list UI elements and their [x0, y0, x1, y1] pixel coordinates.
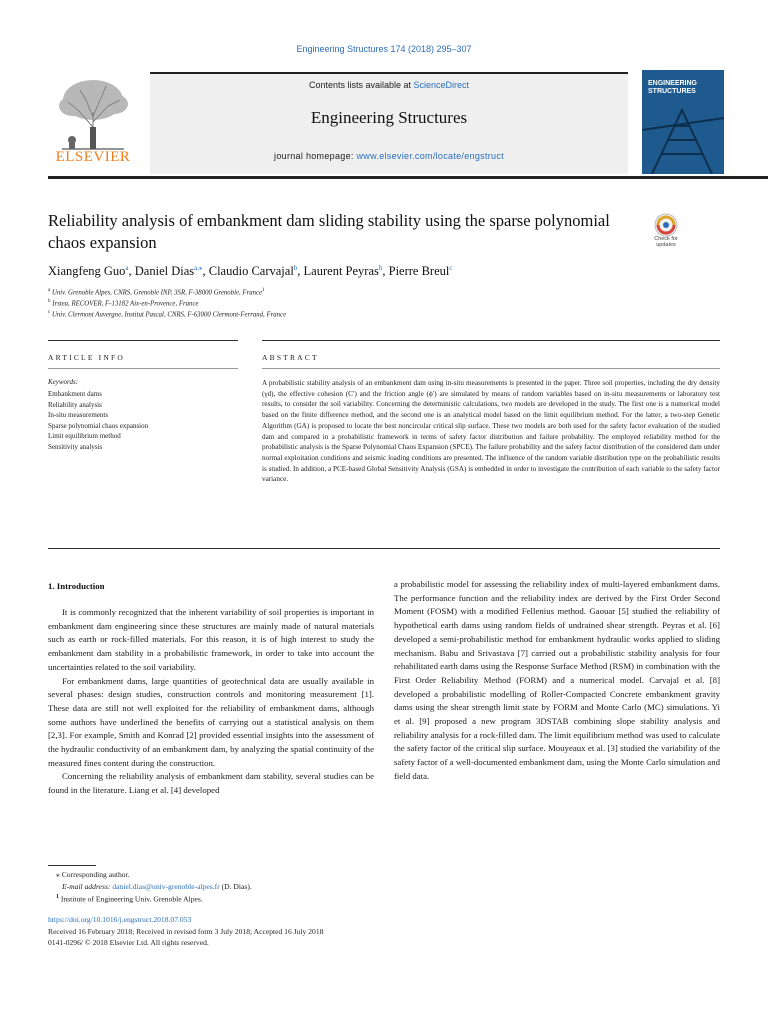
keyword: Sensitivity analysis	[48, 442, 103, 451]
keyword: Limit equilibrium method	[48, 432, 121, 441]
affiliation	[48, 288, 648, 296]
paragraph: Concerning the reliability analysis of embankment dam stability, several studies can be found in the literature. Liang et al. [4] developed	[48, 771, 374, 796]
elsevier-wordmark: ELSEVIER	[55, 149, 131, 165]
keywords-list	[48, 389, 238, 453]
keyword: Sparse polynomial chaos expansion	[48, 421, 149, 430]
contents-prefix: Contents lists available at	[308, 80, 414, 90]
right-column	[394, 578, 720, 784]
sciencedirect-link[interactable]: ScienceDirect	[413, 80, 470, 90]
paragraph: It is commonly recognized that the inherent variability of soil properties is important in embankment dam engineering since these structures are mainly made of natural materials such as earth or rock-filled materials. For this reason, it is of high interest to study the embankment dam stability in a probabilistic framework, in order to take into account the uncertainties related to the soil variability.	[48, 607, 374, 672]
author[interactable]: Daniel Dias	[134, 264, 195, 279]
paragraph: For embankment dams, large quantities of geotechnical data are usually available in several phases: design studies, construction controls and monitoring measurement [1]. These data are still not well exploited for the reliability of embankment dams, although some authors have underlined the benefits of carrying out a statistical analysis on them [2,3]. For example, Smith and Konrad [2] provided essential insights into the assessment of the hydraulic conductivity of an embankment dam, by analyzing the spatial continuity of the measured fines content during the construction.	[48, 675, 374, 768]
article-info-heading: ARTICLE INFO	[48, 353, 125, 362]
note-mark: 1	[56, 894, 59, 900]
abstract-text: A probabilistic stability analysis of an embankment dam using in-situ measurements is presented in the paper. Three soil properties, including the dry density (γd), the effective cohesion (C′) and the friction angle (ϕ′) are simulated by means of random variables based on in-situ measurements or laboratory test results, to consider the soil variability. Concerning the deterministic calculations, two models are developed in the study. The first one is a numerical model based on the finite difference method, and the second one is an analytical model based on the limit equilibrium method. For the latter, a two-step Genetic Algorithm (GA) is proposed to locate the best noncircular critical slip surface. These two models are both used for the safety factor evaluation of the studied dam and compared in a probabilistic framework in terms of safety factor distribution and failure probability. The employed reliability method for the probabilistic analysis is the Sparse Polynomial Chaos Expansion (SPCE). The failure probability and the safety factor distribution of the considered dam under normal exploitation conditions and seismic loading conditions are presented. The influence of the random variable distribution type on the probabilistic results is studied. In addition, a PCE-based Global Sensitivity Analysis (GSA) is embedded in order to investigate the contribution of each variable to the safety factor variance.	[262, 379, 720, 484]
left-column	[48, 606, 374, 798]
author-affil-mark[interactable]: a	[125, 264, 129, 272]
abstract-rule-top	[262, 340, 720, 341]
received-dates: Received 16 February 2018; Received in revised form 3 July 2018; Accepted 16 July 2018	[48, 926, 324, 936]
keyword: Reliability analysis	[48, 400, 102, 409]
author-affil-mark[interactable]: b	[293, 264, 298, 272]
email-note	[48, 881, 388, 893]
contents-line	[150, 80, 628, 90]
affiliation-mark: b	[48, 299, 51, 304]
journal-citation[interactable]: Engineering Structures 174 (2018) 295–307	[296, 44, 472, 54]
author-affil-mark[interactable]: c	[449, 264, 453, 272]
article-info-rule-top	[48, 340, 238, 341]
affiliation-mark: a	[48, 288, 51, 293]
homepage-link[interactable]: www.elsevier.com/locate/engstruct	[356, 151, 504, 161]
paragraph: a probabilistic model for assessing the reliability index of multi-layered embankment dams. The performance function and the reliability index are derived by the First Order Second Moment (FOSM) with a modified Fellenius method. Gaouar [5] studied the reliability of hypothetical earth dams using random fields of undrained shear strength. Peyras et al. [6] developed a semi-probabilistic method for embankment hydraulic works applied to sliding mechanism. Babu and Srivastava [7] carried out a probabilistic stability analysis for four rehabilitated earth dams using the Response Surface Method (RSM) in combination with the First Order Reliability Method (FORM) and a numerical model. Carvajal et al. [8] developed a probabilistic modelling of Roller-Compacted Concrete embankment gravity dams using the shear strength limit state by FORM and Monte Carlo (MC) simulations. Yi et al. [9] proposed a new program 3DSTAB combining slope stability analysis and reliability analysis for a rock-filled dam. The limit equilibrium method was used to calculate the safety factor of the critical slip surface. Mouyeaux et al. [3] studied the variability of the safety factor of a well-documented embankment dam, using the Monte Carlo simulation and field data.	[394, 579, 720, 781]
keywords-label: Keywords:	[48, 378, 79, 386]
section-rule	[48, 548, 720, 549]
institute-note	[48, 892, 388, 905]
affiliation-text: Univ. Clermont Auvergne, Institut Pascal, CNRS, F-63000 Clermont-Ferrand, France	[51, 311, 287, 319]
note-text: Institute of Engineering Univ. Grenoble Alpes.	[59, 894, 203, 904]
footnotes	[48, 869, 388, 905]
author[interactable]: Xiangfeng Guo	[48, 264, 126, 279]
keyword: Embankment dams	[48, 390, 102, 398]
introduction-heading: 1. Introduction	[48, 581, 105, 591]
affiliation	[48, 310, 648, 318]
check-for-updates-label: Check for updates	[654, 236, 678, 249]
author-affil-mark[interactable]: a,⁎	[194, 264, 203, 272]
keyword: In-situ measurements	[48, 411, 109, 420]
affiliation-note-mark: 1	[262, 288, 265, 293]
journal-homepage	[150, 151, 628, 161]
article-title: Reliability analysis of embankment dam sliding stability using the sparse polynomial chaos expansion	[48, 211, 610, 253]
author[interactable]: Laurent Peyras	[303, 264, 379, 279]
header-rule	[48, 176, 768, 179]
article-info-rule	[48, 368, 238, 369]
copyright: 0141-0296/ © 2018 Elsevier Ltd. All rights reserved.	[48, 938, 209, 947]
footnote-rule	[48, 865, 96, 866]
author[interactable]: Pierre Breul	[388, 264, 450, 279]
corresponding-author-note: ⁎ Corresponding author.	[56, 870, 130, 879]
abstract-heading: ABSTRACT	[262, 353, 319, 362]
author[interactable]: Claudio Carvajal	[208, 264, 294, 279]
author-affil-mark[interactable]: b	[378, 264, 383, 272]
footer	[48, 914, 468, 949]
affiliation-text: Irstea, RECOVER, F-13182 Aix-en-Provence, France	[52, 300, 199, 308]
doi-link[interactable]: https://doi.org/10.1016/j.engstruct.2018.07.053	[48, 915, 192, 924]
journal-cover-thumbnail[interactable]	[642, 70, 724, 174]
affiliation	[48, 299, 648, 307]
journal-name: Engineering Structures	[310, 108, 468, 127]
email-link[interactable]: daniel.dias@univ-grenoble-alpes.fr	[112, 881, 220, 891]
email-suffix: (D. Dias).	[219, 881, 252, 891]
author-list: Xiangfeng Guo$^a$, Daniel Dias$^{a,⁎}$, Claudio Carvajal$^b$, Laurent Peyras$^b$, Pierre Breul$^c$	[48, 264, 453, 279]
abstract-rule	[262, 368, 720, 369]
email-label: E-mail address:	[62, 881, 113, 891]
affiliation-text: Univ. Grenoble Alpes, CNRS, Grenoble INP, 3SR, F-38000 Grenoble, France	[51, 289, 263, 297]
affiliation-mark: c	[48, 310, 51, 315]
cover-title: ENGINEERING STRUCTURES	[648, 80, 698, 96]
cover-structure-graphic	[642, 70, 724, 174]
homepage-prefix: journal homepage:	[274, 151, 357, 161]
